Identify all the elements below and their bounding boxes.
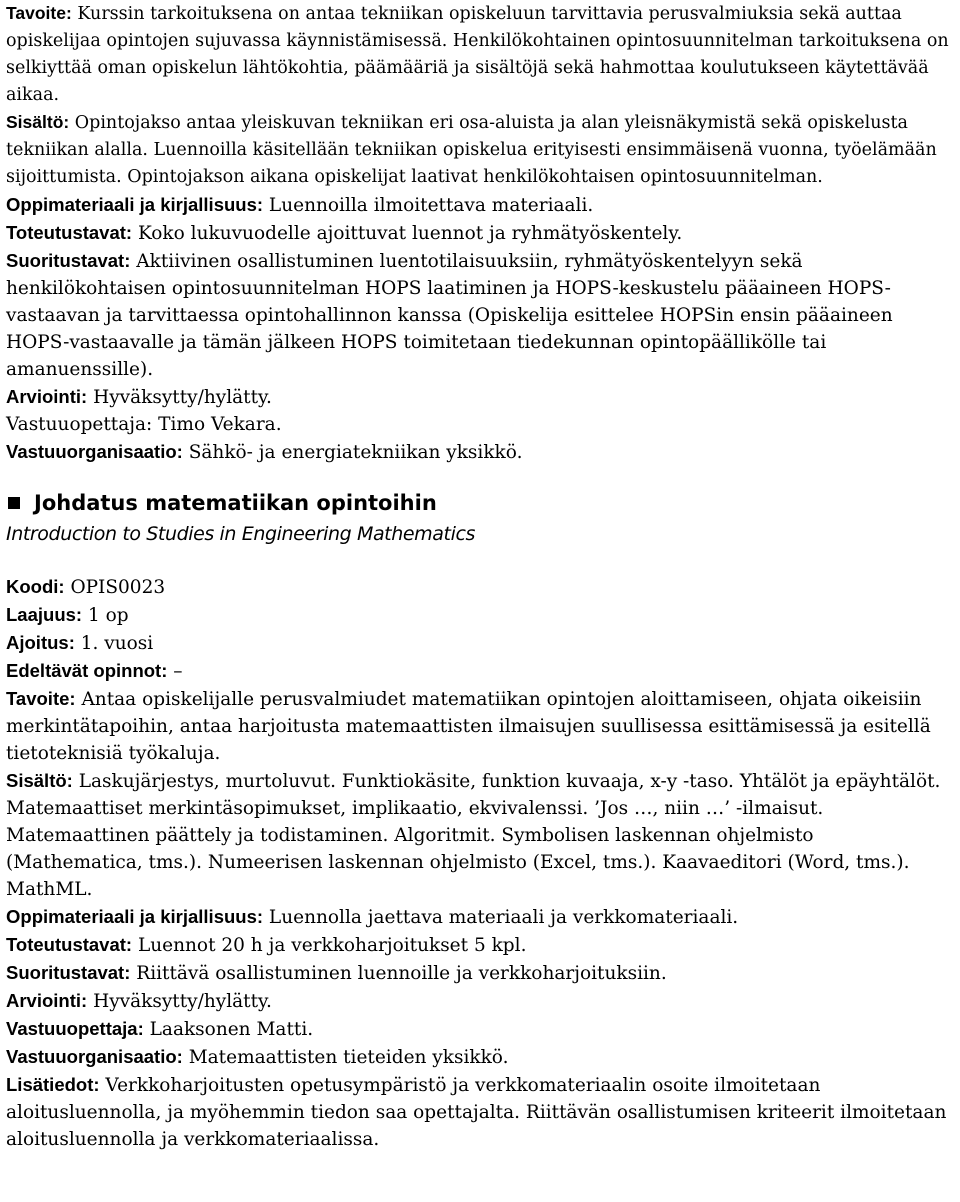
laajuus-label: Laajuus: bbox=[6, 604, 83, 625]
toteutustavat-text: Koko lukuvuodelle ajoittuvat luennot ja ryhmätyöskentely. bbox=[132, 223, 683, 244]
oppimateriaali-label: Oppimateriaali ja kirjallisuus: bbox=[6, 906, 264, 927]
course2-koodi bbox=[6, 573, 954, 601]
ajoitus-label: Ajoitus: bbox=[6, 632, 75, 653]
vastuuopettaja-label: Vastuuopettaja: bbox=[6, 1018, 144, 1039]
sisalto-text: Opintojakso antaa yleiskuvan tekniikan eri osa-aluista ja alan yleisnäkymistä sekä opiskelusta tekniikan alalla. Luennoilla käsitellään tekniikan opiskelua erityisesti ensimmäisenä vuonna, työelämään sijoittumista. Opintojakson aikana opiskelijat laativat henkilökohtaisen opintosuunnitelman. bbox=[6, 113, 937, 187]
spacer bbox=[6, 466, 954, 487]
spacer bbox=[6, 549, 954, 573]
lisatiedot-text: Verkkoharjoitusten opetusympäristö ja verkkomateriaalin osoite ilmoitetaan aloitusluennolla, ja myöhemmin tiedon saa opettajalta. Riittävän osallistumisen kriteerit ilmoitetaan aloitusluennolla ja verkkomateriaalissa. bbox=[6, 1075, 947, 1150]
course2-tavoite bbox=[6, 685, 954, 767]
ajoitus-text: 1. vuosi bbox=[74, 633, 154, 654]
course1-vastuuorganisaatio bbox=[6, 438, 954, 466]
course2-toteutustavat bbox=[6, 931, 954, 959]
edeltavat-text: – bbox=[167, 661, 183, 682]
sisalto-label: Sisältö: bbox=[6, 770, 73, 791]
course1-suoritustavat bbox=[6, 247, 954, 383]
vastuuorganisaatio-text: Sähkö- ja energiatekniikan yksikkö. bbox=[182, 442, 523, 463]
course2-suoritustavat bbox=[6, 959, 954, 987]
laajuus-text: 1 op bbox=[82, 605, 129, 626]
toteutustavat-text: Luennot 20 h ja verkkoharjoitukset 5 kpl. bbox=[132, 935, 527, 956]
suoritustavat-text: Aktiivinen osallistuminen luentotilaisuuksiin, ryhmätyöskentelyyn sekä henkilökohtaisen opintosuunnitelman HOPS laatiminen ja HOPS-keskustelu pääaineen HOPS-vastaavan ja tarvittaessa opintohallinnon kanssa (Opiskelija esittelee HOPSin ensin pääaineen HOPS-vastaavalle ja tämän jälkeen HOPS toimitetaan tiedekunnan opintopäällikölle tai amanuenssille). bbox=[6, 251, 893, 380]
arviointi-label: Arviointi: bbox=[6, 990, 88, 1011]
course2-sisalto bbox=[6, 767, 954, 903]
suoritustavat-text: Riittävä osallistuminen luennoille ja verkkoharjoituksiin. bbox=[130, 963, 667, 984]
oppimateriaali-label: Oppimateriaali ja kirjallisuus: bbox=[6, 194, 264, 215]
course2-laajuus bbox=[6, 601, 954, 629]
arviointi-text: Hyväksytty/hylätty. bbox=[87, 387, 272, 408]
square-bullet-icon bbox=[8, 497, 20, 509]
koodi-text: OPIS0023 bbox=[64, 577, 166, 598]
course2-oppimateriaali bbox=[6, 903, 954, 931]
course1-sisalto bbox=[6, 109, 954, 191]
vastuuopettaja-text: Laaksonen Matti. bbox=[143, 1019, 314, 1040]
course2-arviointi bbox=[6, 987, 954, 1015]
arviointi-label: Arviointi: bbox=[6, 386, 88, 407]
course1-arviointi bbox=[6, 383, 954, 411]
tavoite-label: Tavoite: bbox=[6, 688, 76, 709]
course2-edeltavat bbox=[6, 657, 954, 685]
course1-toteutustavat bbox=[6, 219, 954, 247]
course-title-text: Johdatus matematiikan opintoihin bbox=[34, 491, 437, 515]
edeltavat-label: Edeltävät opinnot: bbox=[6, 660, 168, 681]
vastuuorganisaatio-label: Vastuuorganisaatio: bbox=[6, 1046, 183, 1067]
vastuuorganisaatio-label: Vastuuorganisaatio: bbox=[6, 441, 183, 462]
course2-vastuuopettaja bbox=[6, 1015, 954, 1043]
course2-vastuuorganisaatio bbox=[6, 1043, 954, 1071]
vastuuorganisaatio-text: Matemaattisten tieteiden yksikkö. bbox=[182, 1047, 509, 1068]
course-subtitle: Introduction to Studies in Engineering Mathematics bbox=[6, 523, 475, 545]
course2-ajoitus bbox=[6, 629, 954, 657]
sisalto-label: Sisältö: bbox=[6, 112, 70, 132]
tavoite-label: Tavoite: bbox=[6, 3, 72, 23]
tavoite-text: Antaa opiskelijalle perusvalmiudet matematiikan opintojen aloittamiseen, ohjata oikeisiin merkintätapoihin, antaa harjoitusta matemaattisten ilmaisujen suullisessa esittämisessä ja esitellä tietoteknisiä työkaluja. bbox=[6, 689, 931, 764]
course1-vastuuopettaja bbox=[6, 411, 954, 438]
tavoite-text: Kurssin tarkoituksena on antaa tekniikan opiskeluun tarvittavia perusvalmiuksia sekä auttaa opiskelijaa opintojen sujuvassa käynnistämisessä. Henkilökohtainen opintosuunnitelman tarkoituksena on selkiyttää oman opiskelun lähtökohtia, päämääriä ja sisältöjä sekä hahmottaa koulutukseen käytettävää aikaa. bbox=[6, 4, 949, 105]
course2-lisatiedot bbox=[6, 1071, 954, 1153]
suoritustavat-label: Suoritustavat: bbox=[6, 250, 131, 271]
course1-tavoite bbox=[6, 0, 954, 109]
lisatiedot-label: Lisätiedot: bbox=[6, 1074, 100, 1095]
oppimateriaali-text: Luennoilla ilmoitettava materiaali. bbox=[263, 195, 594, 216]
course-title bbox=[6, 487, 954, 519]
course1-oppimateriaali bbox=[6, 191, 954, 219]
vastuuopettaja-line: Vastuuopettaja: Timo Vekara. bbox=[6, 414, 282, 435]
oppimateriaali-text: Luennolla jaettava materiaali ja verkkomateriaali. bbox=[263, 907, 739, 928]
toteutustavat-label: Toteutustavat: bbox=[6, 934, 133, 955]
suoritustavat-label: Suoritustavat: bbox=[6, 962, 131, 983]
koodi-label: Koodi: bbox=[6, 576, 65, 597]
arviointi-text: Hyväksytty/hylätty. bbox=[87, 991, 272, 1012]
sisalto-text: Laskujärjestys, murtoluvut. Funktiokäsite, funktion kuvaaja, x-y -taso. Yhtälöt ja epäyhtälöt. Matemaattiset merkintäsopimukset, implikaatio, ekvivalenssi. ’Jos …, niin …’ -ilmaisut. Matemaattinen päättely ja todistaminen. Algoritmit. Symbolisen laskennan ohjelmisto (Mathematica, tms.). Numeerisen laskennan ohjelmisto (Excel, tms.). Kaavaeditori (Word, tms.). MathML. bbox=[6, 771, 941, 900]
toteutustavat-label: Toteutustavat: bbox=[6, 222, 133, 243]
